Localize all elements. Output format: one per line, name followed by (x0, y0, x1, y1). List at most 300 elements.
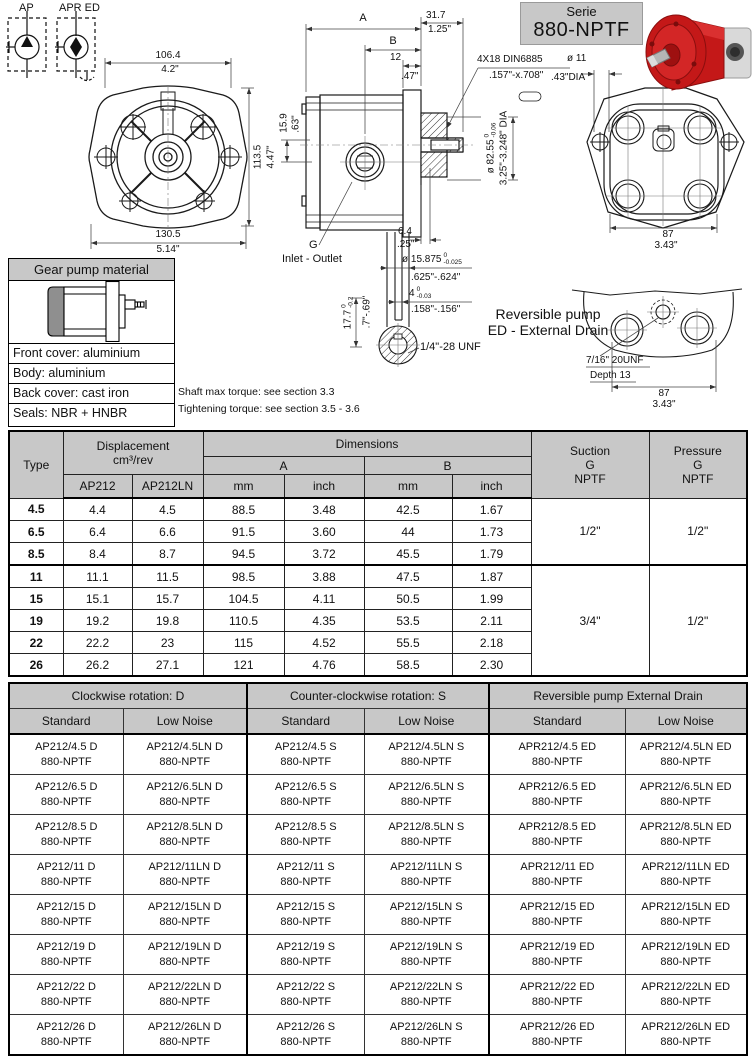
order-model: AP212/8.5 D (35, 820, 98, 833)
front-width-in: 4.2" (161, 64, 179, 75)
drain-depth: Depth 13 (590, 370, 631, 381)
pressure-cell: 1/2" (649, 565, 747, 676)
spec-cell: 1.87 (452, 565, 531, 588)
spec-cell: 3.60 (284, 521, 364, 543)
spec-cell: 44 (364, 521, 452, 543)
key-spec-in: .157"-x.708" (489, 70, 544, 81)
material-back-cover: Back cover: cast iron (9, 384, 174, 404)
order-cell (247, 1015, 364, 1056)
order-cell (247, 935, 364, 975)
material-box-title: Gear pump material (9, 259, 174, 281)
spec-cell: 42.5 (364, 498, 452, 521)
order-suffix: 880-NPTF (159, 755, 211, 768)
col-dimensions: Dimensions (203, 431, 531, 457)
side-view-drawing (300, 90, 476, 237)
order-suffix: 880-NPTF (531, 915, 583, 928)
order-suffix: 880-NPTF (660, 795, 712, 808)
spec-cell: 19.8 (132, 610, 203, 632)
order-model: APR212/4.5LN ED (639, 740, 732, 753)
order-model: AP212/4.5LN D (146, 740, 223, 753)
order-cell (489, 855, 625, 895)
spec-cell: 1.99 (452, 588, 531, 610)
order-suffix: 880-NPTF (400, 995, 452, 1008)
order-suffix: 880-NPTF (660, 875, 712, 888)
order-cell (123, 734, 247, 775)
order-cell (625, 895, 747, 935)
spec-cell: 98.5 (203, 565, 284, 588)
front-height-in: 4.47" (265, 145, 277, 169)
order-model: AP212/19LN D (148, 940, 222, 953)
order-suffix: 880-NPTF (660, 755, 712, 768)
spec-cell: 115 (203, 632, 284, 654)
order-cell (123, 935, 247, 975)
order-cell (364, 1015, 489, 1056)
spec-cell: 8.7 (132, 543, 203, 566)
order-suffix: 880-NPTF (159, 955, 211, 968)
rear-length-mm: 31.7 (426, 10, 446, 21)
spec-cell: 3.72 (284, 543, 364, 566)
order-cell (489, 895, 625, 935)
bolt-hole-dia-in: .43"DIA (551, 72, 586, 83)
port-g-caption: Inlet - Outlet (282, 253, 342, 265)
order-row (9, 855, 747, 895)
order-cell (364, 775, 489, 815)
order-cell (247, 975, 364, 1015)
order-cell (9, 1015, 123, 1056)
order-model: AP212/8.5 S (274, 820, 337, 833)
spec-cell: 3.88 (284, 565, 364, 588)
spec-cell: 88.5 (203, 498, 284, 521)
type-cell: 22 (9, 632, 63, 654)
order-cell (625, 734, 747, 775)
front-view-drawing (89, 86, 247, 230)
spec-cell: 58.5 (364, 654, 452, 677)
order-model: AP212/6.5 D (35, 780, 98, 793)
spec-cell: 4.5 (132, 498, 203, 521)
sub-standard-1: Standard (9, 709, 123, 735)
order-model: APR212/11LN ED (641, 860, 730, 873)
order-cell (247, 775, 364, 815)
reversible-title-1: Reversible pump (495, 306, 601, 322)
spec-cell: 4.76 (284, 654, 364, 677)
step-in: .47" (401, 71, 419, 82)
col-a-inch: inch (284, 475, 364, 499)
spec-cell: 15.1 (63, 588, 132, 610)
type-cell: 19 (9, 610, 63, 632)
spec-cell: 110.5 (203, 610, 284, 632)
order-suffix: 880-NPTF (40, 755, 92, 768)
shaft-key-in: .158"-.156" (411, 304, 461, 315)
order-model: APR212/11 ED (520, 860, 595, 873)
suction-cell: 3/4" (531, 565, 649, 676)
col-b-inch: inch (452, 475, 531, 499)
spec-cell: 4.52 (284, 632, 364, 654)
col-pressure (649, 431, 747, 498)
order-model: APR212/15 ED (519, 900, 595, 913)
order-cell (489, 775, 625, 815)
order-cell (489, 815, 625, 855)
order-suffix: 880-NPTF (660, 1035, 712, 1048)
order-suffix: 880-NPTF (400, 915, 452, 928)
spec-cell: 121 (203, 654, 284, 677)
spec-cell: 94.5 (203, 543, 284, 566)
col-b-mm: mm (364, 475, 452, 499)
col-ap212ln: AP212LN (132, 475, 203, 499)
offset-mm: 6.4 (398, 226, 412, 237)
order-suffix: 880-NPTF (660, 995, 712, 1008)
order-cell (123, 855, 247, 895)
order-model: AP212/15 D (36, 900, 96, 913)
spec-cell: 4.4 (63, 498, 132, 521)
spec-cell: 6.4 (63, 521, 132, 543)
order-cell (9, 935, 123, 975)
order-suffix: 880-NPTF (40, 1035, 92, 1048)
order-table-body (9, 734, 747, 1055)
spec-cell: 15.7 (132, 588, 203, 610)
order-model: APR212/8.5 ED (518, 820, 597, 833)
order-suffix: 880-NPTF (531, 795, 583, 808)
order-cell (247, 815, 364, 855)
order-suffix: 880-NPTF (280, 995, 332, 1008)
order-row (9, 815, 747, 855)
key-spec-mm: 4X18 DIN6885 (477, 54, 543, 65)
apr-ed-symbol-icon (55, 11, 95, 81)
order-cell (625, 815, 747, 855)
pressure-g: G (693, 457, 703, 472)
ap-symbol-icon (6, 11, 46, 78)
group-reversible: Reversible pump External Drain (489, 683, 747, 709)
order-model: AP212/26LN S (389, 1020, 463, 1033)
order-suffix: 880-NPTF (40, 795, 92, 808)
order-model: APR212/19 ED (519, 940, 595, 953)
order-model: APR212/19LN ED (641, 940, 731, 953)
order-suffix: 880-NPTF (400, 955, 452, 968)
order-cell (9, 734, 123, 775)
shaft-thread: 1/4"-28 UNF (420, 341, 481, 353)
spec-row (9, 498, 747, 521)
order-suffix: 880-NPTF (40, 955, 92, 968)
order-cell (364, 815, 489, 855)
back-width-in: 3.43" (654, 240, 678, 251)
spec-cell: 19.2 (63, 610, 132, 632)
order-model: AP212/8.5LN S (388, 820, 465, 833)
order-cell (625, 855, 747, 895)
order-suffix: 880-NPTF (400, 1035, 452, 1048)
pump-photo (646, 15, 751, 90)
order-cell (247, 895, 364, 935)
order-row (9, 895, 747, 935)
material-front-cover: Front cover: aluminium (9, 344, 174, 364)
order-model: APR212/6.5LN ED (639, 780, 732, 793)
order-cell (364, 734, 489, 775)
col-suction (531, 431, 649, 498)
note-tightening-torque: Tightening torque: see section 3.5 - 3.6 (178, 403, 360, 415)
bolt-hole-dia-mm: ø 11 (567, 53, 587, 64)
offset-in: .25" (397, 239, 415, 250)
spec-cell: 6.6 (132, 521, 203, 543)
order-model: AP212/26 D (36, 1020, 96, 1033)
spec-row (9, 565, 747, 588)
group-clockwise: Clockwise rotation: D (9, 683, 247, 709)
order-cell (364, 975, 489, 1015)
order-model: AP212/22LN S (389, 980, 463, 993)
order-suffix: 880-NPTF (159, 875, 211, 888)
back-width-mm: 87 (662, 229, 674, 240)
order-model: AP212/6.5 S (274, 780, 337, 793)
order-suffix: 880-NPTF (400, 795, 452, 808)
order-model: AP212/8.5LN D (146, 820, 223, 833)
order-cell (9, 895, 123, 935)
spec-cell: 104.5 (203, 588, 284, 610)
order-suffix: 880-NPTF (40, 835, 92, 848)
order-cell (9, 775, 123, 815)
spec-cell: 2.30 (452, 654, 531, 677)
spec-cell: 55.5 (364, 632, 452, 654)
serie-box (520, 2, 643, 45)
order-suffix: 880-NPTF (531, 955, 583, 968)
sub-lownoise-2: Low Noise (364, 709, 489, 735)
order-cell (364, 895, 489, 935)
order-suffix: 880-NPTF (159, 835, 211, 848)
order-cell (9, 975, 123, 1015)
order-suffix: 880-NPTF (159, 1035, 211, 1048)
suction-nptf: NPTF (574, 471, 606, 486)
order-suffix: 880-NPTF (280, 875, 332, 888)
order-cell (123, 815, 247, 855)
type-cell: 4.5 (9, 498, 63, 521)
order-model: AP212/19 D (36, 940, 96, 953)
col-a: A (203, 457, 364, 475)
order-suffix: 880-NPTF (280, 795, 332, 808)
spec-cell: 2.11 (452, 610, 531, 632)
order-suffix: 880-NPTF (159, 915, 211, 928)
order-suffix: 880-NPTF (40, 995, 92, 1008)
displacement-label: Displacement (96, 439, 170, 453)
order-suffix: 880-NPTF (280, 955, 332, 968)
reversible-title-2: ED - External Drain (487, 322, 609, 338)
order-model: AP212/19LN S (389, 940, 463, 953)
order-row (9, 975, 747, 1015)
order-cell (489, 975, 625, 1015)
order-suffix: 880-NPTF (159, 795, 211, 808)
order-model: AP212/4.5 S (274, 740, 337, 753)
pump-silhouette-icon (9, 281, 172, 342)
dim-a-label: A (359, 12, 367, 24)
order-model: APR212/22LN ED (641, 980, 731, 993)
order-model: AP212/22 D (36, 980, 96, 993)
order-model: AP212/11LN S (390, 860, 463, 873)
order-model: AP212/22 S (276, 980, 336, 993)
order-cell (489, 734, 625, 775)
order-suffix: 880-NPTF (400, 835, 452, 848)
sub-lownoise-3: Low Noise (625, 709, 747, 735)
material-body: Body: aluminium (9, 364, 174, 384)
port-offset-mm: 15.9 (278, 113, 290, 133)
suction-label: Suction (570, 443, 611, 458)
front-height-mm: 113.5 (252, 144, 264, 170)
order-suffix: 880-NPTF (40, 915, 92, 928)
order-model: AP212/15LN D (148, 900, 222, 913)
spec-cell: 1.73 (452, 521, 531, 543)
order-model: AP212/6.5LN S (388, 780, 465, 793)
order-suffix: 880-NPTF (531, 835, 583, 848)
order-cell (489, 1015, 625, 1056)
step-mm: 12 (390, 52, 402, 63)
group-counter-clockwise: Counter-clockwise rotation: S (247, 683, 489, 709)
order-cell (625, 775, 747, 815)
type-cell: 6.5 (9, 521, 63, 543)
displacement-unit: cm³/rev (113, 453, 153, 467)
dim-b-label: B (389, 35, 397, 47)
torque-notes (178, 384, 360, 418)
order-model: AP212/11 D (36, 860, 96, 873)
suction-cell: 1/2" (531, 498, 649, 565)
material-seals: Seals: NBR + HNBR (13, 406, 128, 420)
spec-cell: 27.1 (132, 654, 203, 677)
order-cell (364, 935, 489, 975)
order-row (9, 935, 747, 975)
shaft-key-mm: 4 0 -0.03 (409, 286, 432, 300)
front-width-mm: 106.4 (155, 50, 181, 61)
order-suffix: 880-NPTF (531, 875, 583, 888)
note-shaft-torque: Shaft max torque: see section 3.3 (178, 386, 335, 398)
order-suffix: 880-NPTF (531, 1035, 583, 1048)
order-suffix: 880-NPTF (660, 915, 712, 928)
front-bottom-width-in: 5.14" (156, 244, 180, 255)
spec-cell: 1.79 (452, 543, 531, 566)
order-model: APR212/15LN ED (641, 900, 731, 913)
order-suffix: 880-NPTF (531, 755, 583, 768)
col-b: B (364, 457, 531, 475)
order-model: APR212/26 ED (519, 1020, 595, 1033)
order-cell (489, 935, 625, 975)
order-table (8, 682, 748, 1056)
serie-label: Serie (566, 4, 597, 19)
spec-cell: 11.5 (132, 565, 203, 588)
spec-cell: 3.48 (284, 498, 364, 521)
spec-cell: 50.5 (364, 588, 452, 610)
spec-table-body (9, 498, 747, 676)
spec-cell: 2.18 (452, 632, 531, 654)
order-model: AP212/19 S (276, 940, 336, 953)
port-g-label: G (309, 239, 318, 251)
order-suffix: 880-NPTF (531, 995, 583, 1008)
apr-ed-symbol-label: APR ED (59, 2, 100, 14)
type-cell: 11 (9, 565, 63, 588)
pilot-dia-mm: ø 82.55 0 -0.06 (483, 122, 497, 174)
serie-model: 880-NPTF (533, 19, 630, 41)
order-model: AP212/15LN S (389, 900, 463, 913)
spec-cell: 8.4 (63, 543, 132, 566)
order-row (9, 775, 747, 815)
order-model: AP212/4.5 D (35, 740, 98, 753)
drain-thread: 7/16" 20UNF (586, 355, 644, 366)
type-cell: 15 (9, 588, 63, 610)
sub-standard-2: Standard (247, 709, 364, 735)
order-cell (364, 855, 489, 895)
order-cell (123, 895, 247, 935)
col-type: Type (9, 431, 63, 498)
spec-cell: 26.2 (63, 654, 132, 677)
order-model: APR212/22 ED (519, 980, 595, 993)
col-displacement (63, 431, 203, 475)
order-suffix: 880-NPTF (660, 955, 712, 968)
order-model: AP212/26LN D (148, 1020, 222, 1033)
spec-cell: 23 (132, 632, 203, 654)
order-model: AP212/6.5LN D (146, 780, 223, 793)
pressure-cell: 1/2" (649, 498, 747, 565)
spec-cell: 22.2 (63, 632, 132, 654)
type-cell: 26 (9, 654, 63, 677)
order-model: AP212/15 S (276, 900, 336, 913)
order-suffix: 880-NPTF (159, 995, 211, 1008)
order-model: APR212/4.5 ED (518, 740, 597, 753)
order-suffix: 880-NPTF (280, 915, 332, 928)
spec-cell: 4.35 (284, 610, 364, 632)
order-suffix: 880-NPTF (660, 835, 712, 848)
order-suffix: 880-NPTF (40, 875, 92, 888)
order-cell (625, 935, 747, 975)
order-model: APR212/8.5LN ED (639, 820, 732, 833)
spec-table (8, 430, 748, 677)
order-model: APR212/6.5 ED (518, 780, 597, 793)
order-row (9, 734, 747, 775)
order-model: AP212/4.5LN S (388, 740, 465, 753)
order-row (9, 1015, 747, 1056)
port-offset-in: .63" (290, 115, 302, 133)
material-box (8, 258, 175, 427)
order-model: AP212/26 S (276, 1020, 336, 1033)
spec-cell: 1.67 (452, 498, 531, 521)
spec-cell: 53.5 (364, 610, 452, 632)
order-cell (9, 855, 123, 895)
front-bottom-width-mm: 130.5 (155, 229, 181, 240)
col-a-mm: mm (203, 475, 284, 499)
ap-symbol-label: AP (19, 2, 34, 14)
order-model: AP212/11LN D (148, 860, 222, 873)
reversible-width-in: 3.43" (652, 399, 676, 410)
rear-length-in: 1.25" (428, 24, 452, 35)
order-suffix: 880-NPTF (280, 835, 332, 848)
order-cell (247, 734, 364, 775)
spec-cell: 4.11 (284, 588, 364, 610)
type-cell: 8.5 (9, 543, 63, 566)
order-cell (123, 775, 247, 815)
sub-lownoise-1: Low Noise (123, 709, 247, 735)
order-model: APR212/26LN ED (641, 1020, 731, 1033)
order-model: AP212/11 S (276, 860, 335, 873)
order-suffix: 880-NPTF (280, 1035, 332, 1048)
pressure-nptf: NPTF (682, 471, 714, 486)
col-ap212: AP212 (63, 475, 132, 499)
order-cell (247, 855, 364, 895)
order-suffix: 880-NPTF (280, 755, 332, 768)
spec-cell: 47.5 (364, 565, 452, 588)
suction-g: G (585, 457, 595, 472)
sub-standard-3: Standard (489, 709, 625, 735)
shaft-dia-in: .625"-.624" (411, 272, 461, 283)
order-cell (625, 1015, 747, 1056)
shaft-len-in: .7"-.69" (361, 295, 373, 329)
spec-cell: 91.5 (203, 521, 284, 543)
pilot-dia-in: 3.25"-3.248" DIA (498, 110, 510, 186)
shaft-dia-mm: ø 15.875 0 -0.025 (402, 252, 462, 266)
order-cell (9, 815, 123, 855)
spec-cell: 45.5 (364, 543, 452, 566)
order-suffix: 880-NPTF (400, 755, 452, 768)
pressure-label: Pressure (673, 443, 722, 458)
order-cell (625, 975, 747, 1015)
